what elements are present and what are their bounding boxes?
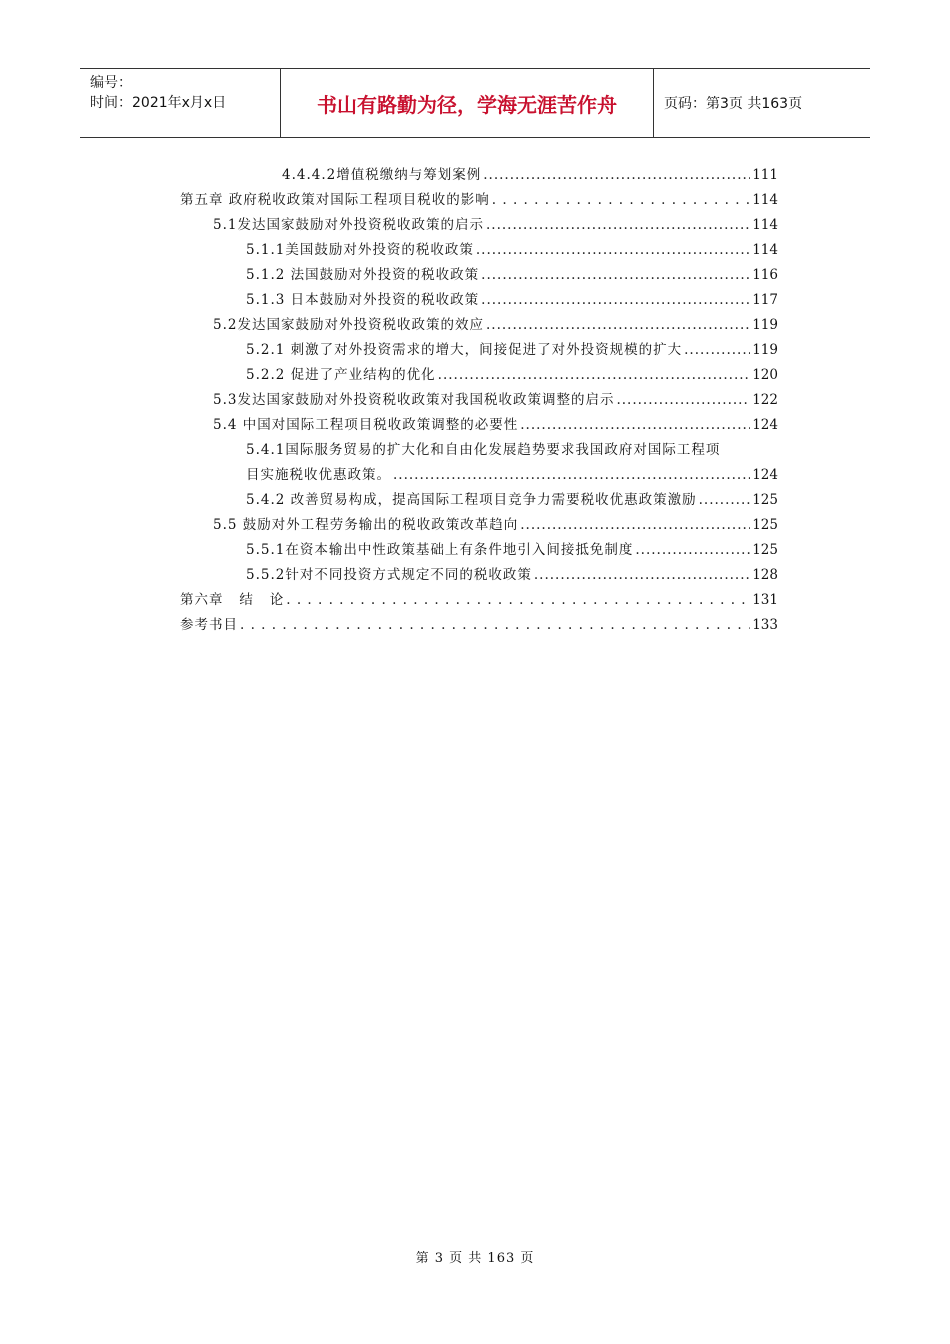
toc-entry-page: 131 [752, 592, 778, 608]
toc-entry-title: 参考书目 [180, 617, 238, 633]
toc-entry-page: 122 [752, 392, 778, 408]
toc-entry-page: 119 [752, 342, 778, 358]
toc-leader [483, 167, 750, 183]
toc-leader [481, 292, 750, 308]
toc-entry-page: 114 [752, 192, 778, 208]
toc-entry-title: 5.1.3 日本鼓励对外投资的税收政策 [246, 292, 480, 308]
header-page-info: 页码：第3页 共163页 [664, 96, 803, 112]
toc-entry-first-line[interactable]: 5.4.1国际服务贸易的扩大化和自由化发展趋势要求我国政府对国际工程项 [246, 442, 721, 458]
toc-leader [438, 367, 751, 383]
toc-entry-title: 5.2.1 刺激了对外投资需求的增大，间接促进了对外投资规模的扩大 [246, 342, 683, 358]
toc-entry[interactable] [282, 158, 778, 183]
document-date-label: 时间：2021年x月x日 [90, 95, 227, 111]
toc-leader [393, 467, 750, 483]
toc-entry[interactable] [246, 483, 778, 508]
toc-entry[interactable] [180, 583, 778, 608]
toc-entry-page: 114 [752, 242, 778, 258]
toc-entry[interactable] [246, 533, 778, 558]
toc-entry-title: 5.1.1美国鼓励对外投资的税收政策 [246, 242, 474, 258]
toc-leader [481, 267, 750, 283]
toc-leader [520, 517, 750, 533]
toc-leader [240, 617, 750, 633]
header-motto: 书山有路勤为径，学海无涯苦作舟 [281, 69, 654, 137]
toc-entry[interactable] [213, 208, 778, 233]
toc-leader [486, 317, 750, 333]
toc-entry-page: 114 [752, 217, 778, 233]
toc-entry-page: 124 [752, 417, 778, 433]
toc-entry-title: 5.1发达国家鼓励对外投资税收政策的启示 [213, 217, 484, 233]
toc-entry-page: 111 [752, 167, 778, 183]
toc-entry-title: 4.4.4.2增值税缴纳与筹划案例 [282, 167, 482, 183]
toc-entry-page: 125 [752, 492, 778, 508]
toc-entry-title: 5.5 鼓励对外工程劳务输出的税收政策改革趋向 [213, 517, 519, 533]
toc-entry-page: 120 [752, 367, 778, 383]
toc-entry-page: 119 [752, 317, 778, 333]
toc-leader [699, 492, 751, 508]
toc-entry-title: 第六章 结 论 [180, 592, 285, 608]
toc-entry[interactable] [246, 333, 778, 358]
toc-entry-page: 125 [752, 542, 778, 558]
toc-entry-page: 117 [752, 292, 778, 308]
toc-entry-title: 5.4 中国对国际工程项目税收政策调整的必要性 [213, 417, 519, 433]
toc-entry-title: 5.5.2针对不同投资方式规定不同的税收政策 [246, 567, 532, 583]
toc-entry-page: 124 [752, 467, 778, 483]
toc-entry-title: 5.3发达国家鼓励对外投资税收政策对我国税收政策调整的启示 [213, 392, 615, 408]
toc-leader [534, 567, 750, 583]
toc-leader [476, 242, 750, 258]
toc-entry-page: 116 [752, 267, 778, 283]
toc-leader [520, 417, 750, 433]
toc-entry-title: 5.4.2 改善贸易构成，提高国际工程项目竞争力需要税收优惠政策激励 [246, 492, 697, 508]
toc-entry[interactable] [180, 608, 778, 633]
toc-entry[interactable] [180, 183, 778, 208]
toc-entry[interactable] [246, 233, 778, 258]
toc-entry-page: 128 [752, 567, 778, 583]
toc-entry[interactable] [246, 458, 778, 483]
toc-leader [684, 342, 750, 358]
toc-entry-title: 5.5.1在资本输出中性政策基础上有条件地引入间接抵免制度 [246, 542, 634, 558]
page-header [80, 68, 870, 138]
toc-leader [635, 542, 750, 558]
page-footer: 第 3 页 共 163 页 [415, 1251, 535, 1266]
toc-entry[interactable] [246, 258, 778, 283]
toc-entry[interactable] [246, 558, 778, 583]
toc-entry-title: 目实施税收优惠政策。 [246, 467, 391, 483]
toc-entry-title: 5.2.2 促进了产业结构的优化 [246, 367, 436, 383]
toc-entry[interactable] [213, 408, 778, 433]
header-meta [80, 69, 281, 137]
toc-leader [286, 592, 750, 608]
toc-entry-title: 5.1.2 法国鼓励对外投资的税收政策 [246, 267, 480, 283]
toc-entry[interactable] [213, 383, 778, 408]
toc-entry[interactable] [213, 508, 778, 533]
toc-entry[interactable] [246, 358, 778, 383]
toc-entry-page: 133 [752, 617, 778, 633]
toc-entry[interactable] [213, 308, 778, 333]
toc-leader [486, 217, 750, 233]
toc-leader [492, 192, 750, 208]
toc-entry-title: 第五章 政府税收政策对国际工程项目税收的影响 [180, 192, 490, 208]
document-number-label: 编号： [90, 75, 132, 91]
toc-leader [616, 392, 750, 408]
toc-entry-page: 125 [752, 517, 778, 533]
toc-entry[interactable] [246, 283, 778, 308]
toc-entry-title: 5.2发达国家鼓励对外投资税收政策的效应 [213, 317, 484, 333]
